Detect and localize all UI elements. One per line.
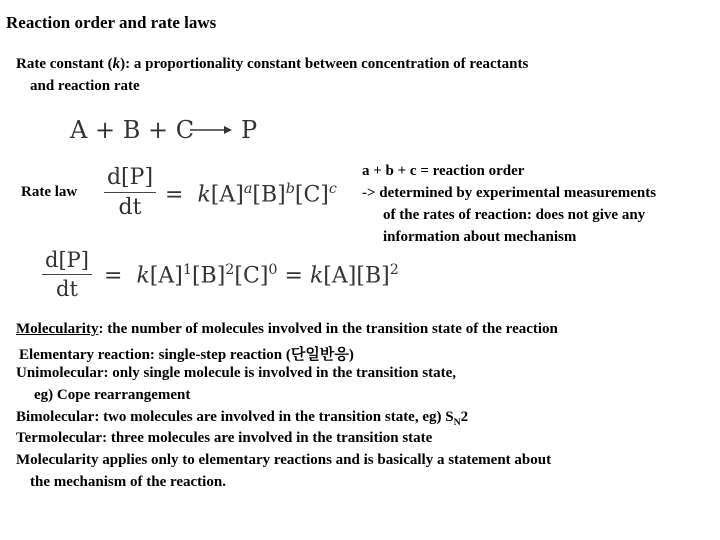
rate-constant-line1: Rate constant (k): a proportionality constant between concentration of reactants xyxy=(16,56,529,72)
order-note-line1: a + b + c = reaction order xyxy=(362,163,525,179)
rate-law-label: Rate law xyxy=(21,184,78,200)
example-law-numerator: d[P] xyxy=(45,248,89,272)
termolecular: Termolecular: three molecules are involved in the transition state xyxy=(16,430,433,446)
molecularity-definition: Molecularity: the number of molecules involved in the transition state of the reaction xyxy=(16,321,558,337)
molecularity-term: Molecularity xyxy=(16,321,99,337)
rate-law-derivative xyxy=(104,165,156,220)
rate-law-numerator: d[P] xyxy=(106,165,154,190)
molecularity-applies-line1: Molecularity applies only to elementary reactions and is basically a statement about xyxy=(16,452,552,468)
elementary-reaction: Elementary reaction: single-step reaction (단일반응) xyxy=(19,347,354,363)
order-note-line3: of the rates of reaction: does not give any xyxy=(383,207,646,223)
fraction-bar xyxy=(104,192,156,193)
reaction-product: P xyxy=(241,116,258,144)
unimolecular-line1: Unimolecular: only single molecule is involved in the transition state, xyxy=(16,365,456,381)
rate-constant-k: k xyxy=(112,56,121,72)
order-note-line2: -> determined by experimental measurements xyxy=(362,185,657,201)
page-title: Reaction order and rate laws xyxy=(6,13,217,32)
reaction-arrow xyxy=(188,122,234,138)
unimolecular-line2: eg) Cope rearrangement xyxy=(34,387,191,403)
rate-law-expression: = $k[A]^a[B]^b[C]^c$ xyxy=(165,181,337,208)
order-note-line4: information about mechanism xyxy=(383,229,577,245)
molecularity-applies-line2: the mechanism of the reaction. xyxy=(30,474,226,490)
example-law-expression: = $k[A]^1[B]^2[C]^0 = k[A][B]^2$ xyxy=(104,262,399,289)
rate-constant-line2: and reaction rate xyxy=(30,78,140,94)
bimolecular: Bimolecular: two molecules are involved in the transition state, eg) $S_N2$ xyxy=(16,409,469,428)
rate-law-denominator: dt xyxy=(118,195,142,220)
example-law-denominator: dt xyxy=(56,277,78,301)
reaction-reactants: A + B + C xyxy=(70,116,195,144)
fraction-bar xyxy=(42,274,92,275)
example-law-derivative xyxy=(42,248,92,301)
